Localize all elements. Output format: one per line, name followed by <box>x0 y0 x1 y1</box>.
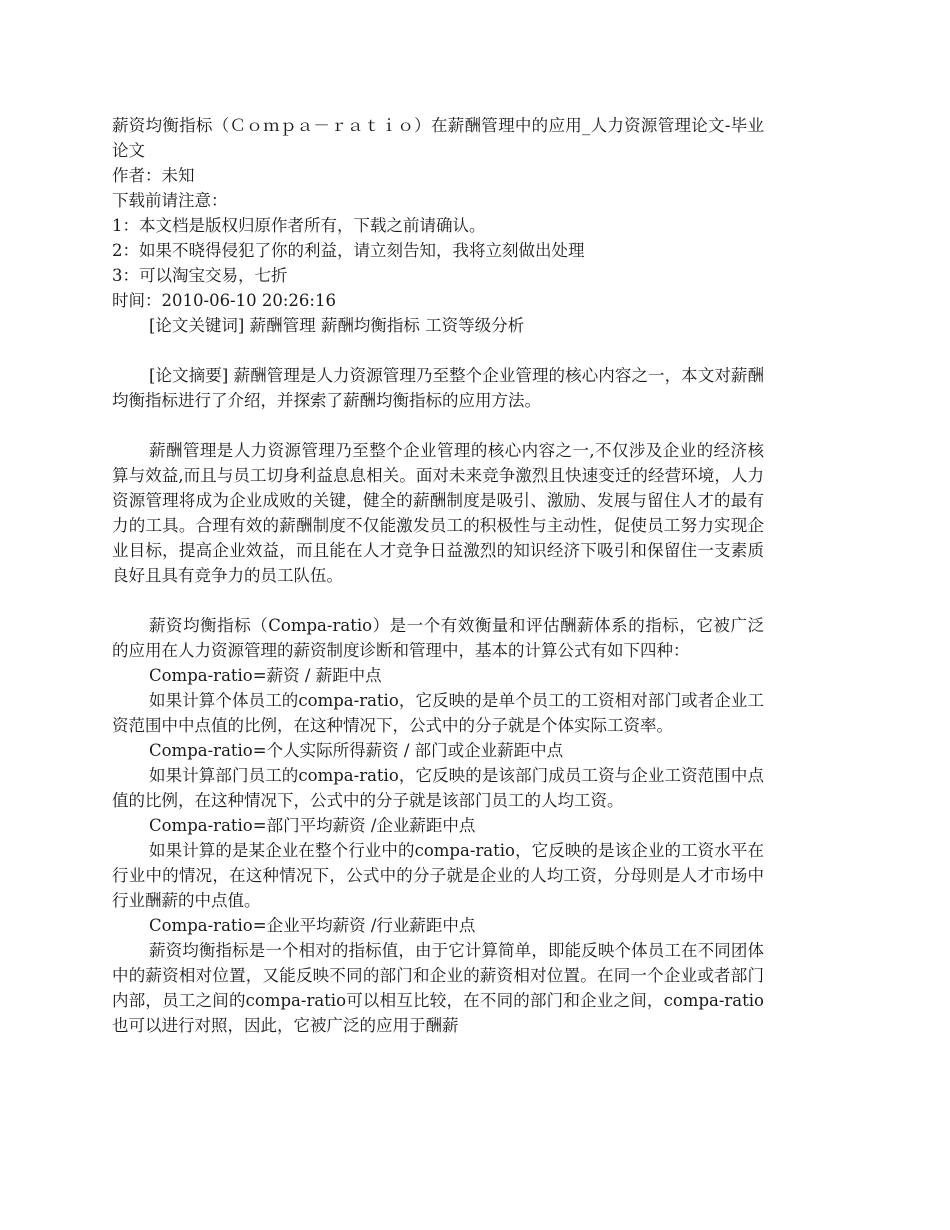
spacer <box>112 588 764 613</box>
formula-4: Compa-ratio=企业平均薪资 /行业薪距中点 <box>149 916 476 935</box>
body-paragraph-1: 薪酬管理是人力资源管理乃至整个企业管理的核心内容之一,不仅涉及企业的经济核算与效益,而且与员工切身利益息息相关。面对未来竞争激烈且快速变迁的经营环境，人力资源管理将成为企业成败的关键，健全的薪酬制度是吸引、激励、发展与留住人才的最有力的工具。合理有效的薪酬制度不仅能激发员工的积极性与主动性，促使员工努力实现企业目标，提高企业效益，而且能在人才竞争日益激烈的知识经济下吸引和保留住一支素质良好且具有竞争力的员工队伍。 <box>112 441 764 585</box>
notice-item-3: 3：可以淘宝交易，七折 <box>112 266 288 285</box>
notice-header: 下载前请注意： <box>112 191 228 210</box>
formula-1: Compa-ratio=薪资 / 薪距中点 <box>149 666 382 685</box>
body-paragraph-5: 如果计算的是某企业在整个行业中的compa-ratio，它反映的是该企业的工资水平在行业中的情况，在这种情况下，公式中的分子就是企业的人均工资，分母则是人才市场中行业酬薪的中点值。 <box>112 841 764 910</box>
body-paragraph-2: 薪资均衡指标（Compa-ratio）是一个有效衡量和评估酬薪体系的指标，它被广泛的应用在人力资源管理的薪资制度诊断和管理中，基本的计算公式有如下四种： <box>112 616 764 660</box>
formula-3: Compa-ratio=部门平均薪资 /企业薪距中点 <box>149 816 476 835</box>
timestamp-line: 时间：2010-06-10 20:26:16 <box>112 291 336 310</box>
body-paragraph-6: 薪资均衡指标是一个相对的指标值，由于它计算简单，即能反映个体员工在不同团体中的薪资相对位置，又能反映不同的部门和企业的薪资相对位置。在同一个企业或者部门内部，员工之间的compa-ratio可以相互比较，在不同的部门和企业之间，compa-ratio也可以进行对照，因此，它被广泛的应用于酬薪 <box>112 941 764 1035</box>
document-title: 薪资均衡指标（Ｃｏｍｐａ－ｒａｔｉｏ）在薪酬管理中的应用_人力资源管理论文-毕业论文 <box>112 116 764 160</box>
document-page <box>112 113 764 1038</box>
author-line: 作者：未知 <box>112 166 195 185</box>
spacer <box>112 413 764 438</box>
body-paragraph-3: 如果计算个体员工的compa-ratio，它反映的是单个员工的工资相对部门或者企业工资范围中中点值的比例，在这种情况下，公式中的分子就是个体实际工资率。 <box>112 691 764 735</box>
keywords-line: [论文关键词] 薪酬管理 薪酬均衡指标 工资等级分析 <box>149 316 525 335</box>
spacer <box>112 338 764 363</box>
notice-item-2: 2：如果不晓得侵犯了你的利益，请立刻告知，我将立刻做出处理 <box>112 241 585 260</box>
formula-2: Compa-ratio=个人实际所得薪资 / 部门或企业薪距中点 <box>149 741 564 760</box>
abstract-paragraph: [论文摘要] 薪酬管理是人力资源管理乃至整个企业管理的核心内容之一，本文对薪酬均衡指标进行了介绍，并探索了薪酬均衡指标的应用方法。 <box>112 366 764 410</box>
body-paragraph-4: 如果计算部门员工的compa-ratio，它反映的是该部门成员工资与企业工资范围中点值的比例，在这种情况下，公式中的分子就是该部门员工的人均工资。 <box>112 766 764 810</box>
notice-item-1: 1：本文档是版权归原作者所有，下载之前请确认。 <box>112 216 486 235</box>
